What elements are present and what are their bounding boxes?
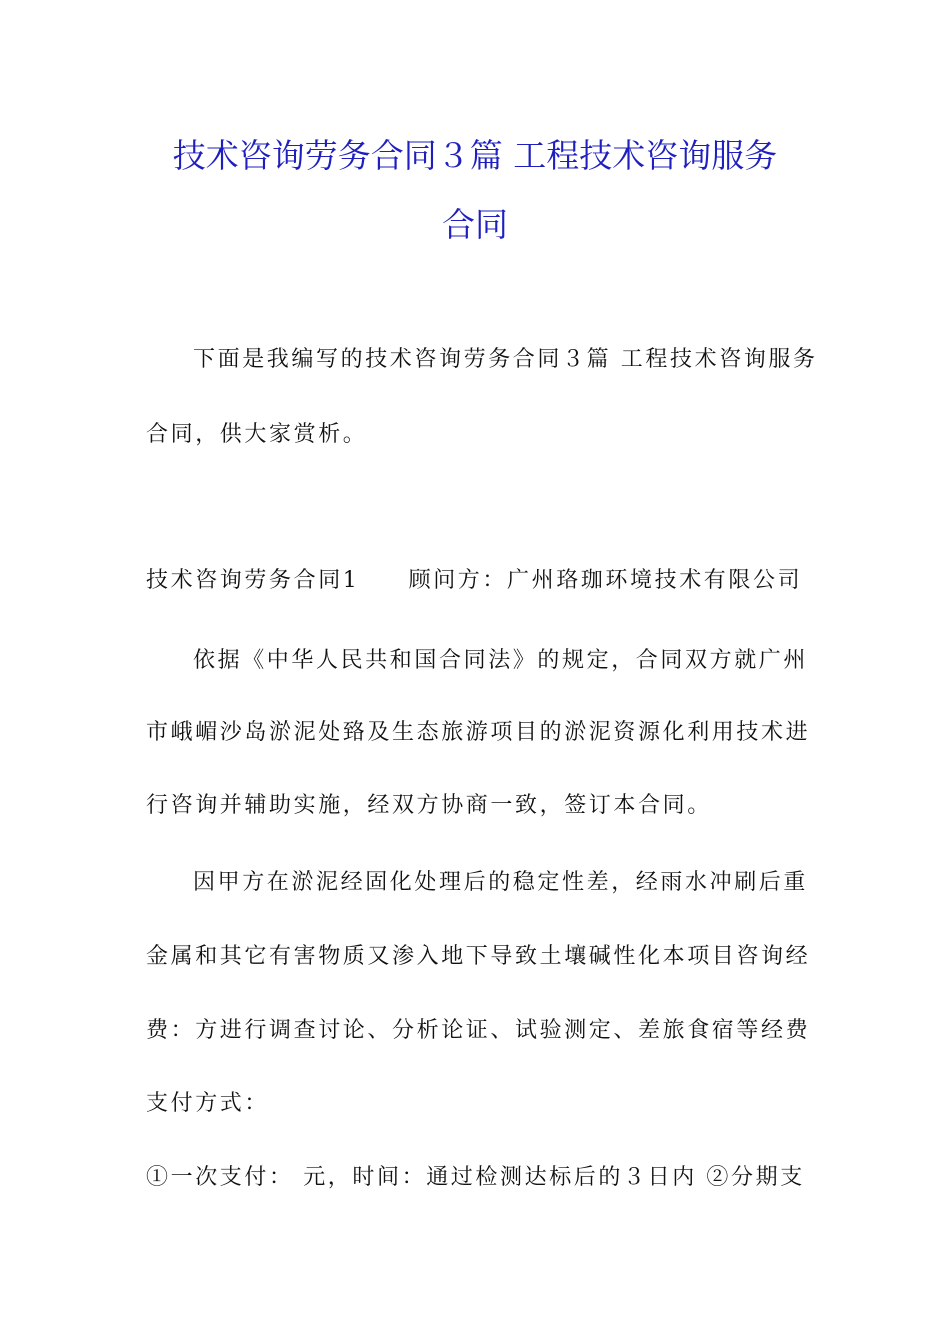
paragraph-2-line-4: 支付方式： [146, 1091, 270, 1116]
payment-line: ①一次支付： 元，时间：通过检测达标后的３日内 ②分期支 [146, 1165, 805, 1190]
contract-heading: 技术咨询劳务合同1 顾问方：广州珞珈环境技术有限公司 [146, 568, 803, 593]
document-title-line-2: 合同 [442, 205, 508, 244]
intro-line-2: 合同，供大家赏析。 [146, 422, 368, 447]
paragraph-2-line-1: 因甲方在淤泥经固化处理后的稳定性差，经雨水冲刷后重 [193, 870, 809, 895]
paragraph-1-line-1: 依据《中华人民共和国合同法》的规定，合同双方就广州 [193, 648, 809, 673]
paragraph-1-line-2: 市峨嵋沙岛淤泥处臵及生态旅游项目的淤泥资源化利用技术进 [146, 720, 811, 745]
document-title-line-1: 技术咨询劳务合同３篇 工程技术咨询服务 [172, 136, 778, 175]
intro-line-1: 下面是我编写的技术咨询劳务合同３篇 工程技术咨询服务 [193, 347, 818, 372]
paragraph-2-line-3: 费：方进行调查讨论、分析论证、试验测定、差旅食宿等经费 [146, 1018, 811, 1043]
paragraph-2-line-2: 金属和其它有害物质又渗入地下导致土壤碱性化本项目咨询经 [146, 944, 811, 969]
paragraph-1-line-3: 行咨询并辅助实施，经双方协商一致，签订本合同。 [146, 793, 712, 818]
